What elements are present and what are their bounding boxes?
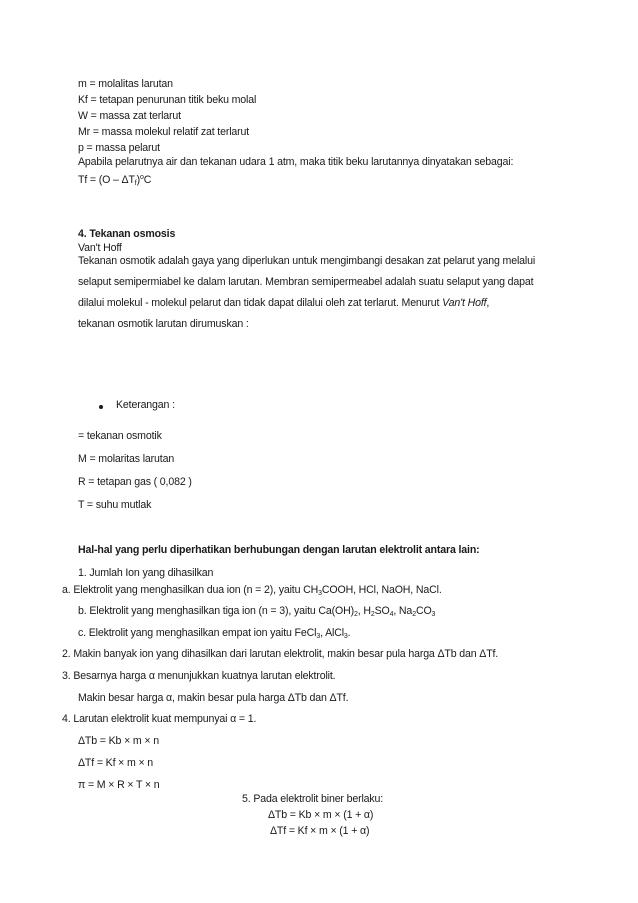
tf-mid: ) — [136, 174, 140, 186]
osmosis-p3-post: , — [486, 297, 490, 309]
formula-dtb-biner: ΔTb = Kb × m × (1 + α) — [268, 809, 374, 821]
item-b-sub4: 2 — [412, 611, 416, 618]
tf-formula — [78, 171, 151, 190]
tf-sub: f — [134, 180, 137, 187]
osmosis-p2: selaput semipermiabel ke dalam larutan. Membran semipermeabel adalah suatu selaput yang dapat — [78, 276, 534, 288]
item-b-sub5: 3 — [431, 611, 436, 618]
item-3b: Makin besar harga α, makin besar pula harga ΔTb dan ΔTf. — [78, 692, 349, 704]
osmosis-p3-italic: Van't Hoff — [442, 297, 487, 309]
item-b-mid4: CO — [415, 605, 432, 617]
keterangan-item-2: R = tetapan gas ( 0,082 ) — [78, 476, 192, 488]
item-1: 1. Jumlah Ion yang dihasilkan — [78, 567, 214, 579]
item-b — [78, 605, 435, 621]
item-5: 5. Pada elektrolit biner berlaku: — [242, 793, 384, 805]
item-a-sub: 3 — [318, 590, 322, 597]
keterangan-item-1: M = molaritas larutan — [78, 453, 175, 465]
osmosis-p1: Tekanan osmotik adalah gaya yang diperlukan untuk mengimbangi desakan zat pelarut yang melalui — [78, 255, 536, 267]
def-kf: Kf = tetapan penurunan titik beku molal — [78, 94, 257, 106]
item-c-sub1: 3 — [316, 633, 321, 640]
tf-sup: o — [139, 174, 144, 181]
item-b-mid1: , H — [357, 605, 371, 617]
tf-end: C — [143, 174, 152, 186]
item-a-post: COOH, HCl, NaOH, NaCl. — [321, 584, 442, 596]
electrolyte-heading: Hal-hal yang perlu diperhatikan berhubungan dengan larutan elektrolit antara lain: — [78, 544, 480, 556]
keterangan-item-0: = tekanan osmotik — [78, 430, 162, 442]
formula-pi: π = M × R × T × n — [78, 779, 160, 791]
item-b-sub3: 4 — [389, 611, 394, 618]
item-b-sub1: 2 — [353, 611, 358, 618]
item-4: 4. Larutan elektrolit kuat mempunyai α = 1. — [62, 713, 257, 725]
osmosis-p3-pre: dilalui molekul - molekul pelarut dan tidak dapat dilalui oleh zat terlarut. Menurut — [78, 297, 443, 309]
item-b-mid3: , Na — [393, 605, 413, 617]
freezing-note: Apabila pelarutnya air dan tekanan udara 1 atm, maka titik beku larutannya dinyatakan sebagai: — [78, 156, 514, 168]
item-3: 3. Besarnya harga α menunjukkan kuatnya larutan elektrolit. — [62, 670, 336, 682]
tf-prefix: Tf = (O – ΔT — [78, 174, 135, 186]
item-c-pre: c. Elektrolit yang menghasilkan empat ion yaitu FeCl — [78, 627, 317, 639]
item-a — [62, 584, 442, 600]
item-2: 2. Makin banyak ion yang dihasilkan dari larutan elektrolit, makin besar pula harga ΔTb dan ΔTf. — [62, 648, 499, 660]
osmosis-p4: tekanan osmotik larutan dirumuskan : — [78, 318, 249, 330]
keterangan-label: Keterangan : — [116, 399, 175, 411]
item-b-mid2: SO — [374, 605, 390, 617]
def-w: W = massa zat terlarut — [78, 110, 181, 122]
item-c — [78, 627, 350, 643]
item-b-pre: b. Elektrolit yang menghasilkan tiga ion (n = 3), yaitu Ca(OH) — [78, 605, 354, 617]
item-c-sub2: 3 — [343, 633, 348, 640]
def-p: p = massa pelarut — [78, 142, 160, 154]
formula-dtf: ΔTf = Kf × m × n — [78, 757, 154, 769]
item-c-mid: , AlCl — [320, 627, 344, 639]
osmosis-author: Van't Hoff — [78, 242, 122, 254]
osmosis-heading: 4. Tekanan osmosis — [78, 228, 176, 240]
bullet-icon — [99, 405, 103, 409]
keterangan-item-3: T = suhu mutlak — [78, 499, 152, 511]
item-b-sub2: 2 — [370, 611, 375, 618]
formula-dtf-biner: ΔTf = Kf × m × (1 + α) — [270, 825, 370, 837]
item-c-post: . — [347, 627, 351, 639]
formula-dtb: ΔTb = Kb × m × n — [78, 735, 159, 747]
osmosis-p3 — [78, 297, 489, 310]
item-a-pre: a. Elektrolit yang menghasilkan dua ion (n = 2), yaitu CH — [62, 584, 319, 596]
def-mr: Mr = massa molekul relatif zat terlarut — [78, 126, 250, 138]
def-m: m = molalitas larutan — [78, 78, 173, 90]
